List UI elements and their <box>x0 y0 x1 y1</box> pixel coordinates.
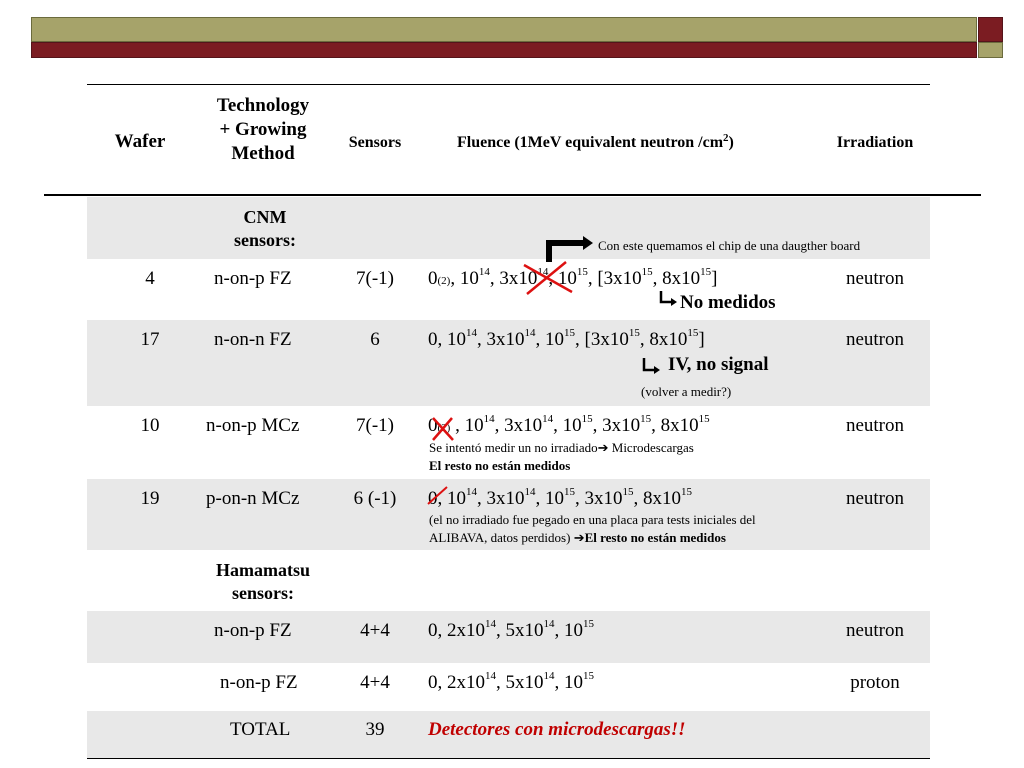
header-technology: Technology + Growing Method <box>216 95 310 164</box>
cell-fluence: 0, $2x10^{14}$, $5x10^{14}$, $10^{15}$ <box>428 670 594 693</box>
cell-sensors: 7(-1) <box>356 268 394 289</box>
header-sensors: Sensors <box>348 134 402 151</box>
header-fluence: Fluence (1MeV equivalent neutron $/cm^2$) <box>457 132 734 151</box>
cell-sensors: 4+4 <box>360 620 390 641</box>
note-no-medidos: No medidos <box>680 292 776 313</box>
cell-sensors: 6 <box>370 329 380 350</box>
red-cross-icon <box>524 262 572 294</box>
cell-sensors: 7(-1) <box>356 415 394 436</box>
section-cnm: CNM sensors: <box>234 207 296 250</box>
section-hamamatsu: Hamamatsu sensors: <box>216 560 310 603</box>
note-volver-a-medir: (volver a medir?) <box>641 384 732 399</box>
cell-fluence: 0, $2x10^{14}$, $5x10^{14}$, $10^{15}$ <box>428 618 594 641</box>
cell-technology: p-on-n MCz <box>206 488 300 509</box>
cell-fluence: 0(2), $10^{14}$, $3x10^{14}$, $10^{15}$, [$3x10^{15}$, $8x10^{15}$] <box>428 266 718 289</box>
header-wafer: Wafer <box>114 131 166 152</box>
note-el-resto: El resto no están medidos <box>429 458 571 473</box>
cell-fluence: 0(2) , $10^{14}$, $3x10^{14}$, $10^{15}$, $3x10^{15}$, $8x10^{15}$ <box>428 413 710 436</box>
arrow-right-icon: ➔ <box>597 440 609 455</box>
cell-irradiation: neutron <box>845 268 905 289</box>
cell-irradiation: neutron <box>845 488 905 509</box>
cell-technology: n-on-p FZ <box>220 672 298 693</box>
cell-technology: n-on-p FZ <box>214 620 292 641</box>
cell-total-label: TOTAL <box>230 719 291 740</box>
cell-irradiation: neutron <box>845 620 905 641</box>
cell-technology: n-on-p FZ <box>214 268 292 289</box>
note-se-intento: Se intentó medir un no irradiado➔ Microdescargas <box>429 440 694 455</box>
cell-wafer: 17 <box>140 329 160 350</box>
bent-arrow-small-icon <box>644 358 660 374</box>
note-chip-daughter-board: Con este quemamos el chip de una daugther board <box>598 238 861 253</box>
arrow-right-icon: ➔ <box>573 530 585 545</box>
cell-total-count: 39 <box>365 719 385 740</box>
cell-wafer: 19 <box>140 488 160 509</box>
cell-sensors: 4+4 <box>360 672 390 693</box>
cell-technology: n-on-n FZ <box>214 329 292 350</box>
bent-arrow-small-icon <box>661 291 677 306</box>
header-irradiation: Irradiation <box>836 134 914 151</box>
note-iv-no-signal: IV, no signal <box>668 354 769 375</box>
red-strike-icon <box>428 487 447 504</box>
cell-technology: n-on-p MCz <box>206 415 300 436</box>
cell-fluence: 0, $10^{14}$, $3x10^{14}$, $10^{15}$, $3x10^{15}$, $8x10^{15}$ <box>428 486 692 509</box>
cell-total-note: Detectores con microdescargas!! <box>428 719 686 740</box>
note-pegado-1: (el no irradiado fue pegado en una placa para tests iniciales del <box>429 512 756 527</box>
cell-wafer: 4 <box>145 268 155 289</box>
red-cross-icon <box>433 418 453 440</box>
note-pegado-2: ALIBAVA, datos perdidos) ➔El resto no están medidos <box>429 530 726 545</box>
cell-irradiation: neutron <box>845 329 905 350</box>
cell-irradiation: neutron <box>845 415 905 436</box>
cell-fluence: 0, $10^{14}$, $3x10^{14}$, $10^{15}$, [$3x10^{15}$, $8x10^{15}$] <box>428 327 705 350</box>
cell-irradiation: proton <box>850 672 900 693</box>
bent-arrow-icon <box>549 236 593 262</box>
cell-sensors: 6 (-1) <box>353 488 397 509</box>
cell-wafer: 10 <box>140 415 160 436</box>
